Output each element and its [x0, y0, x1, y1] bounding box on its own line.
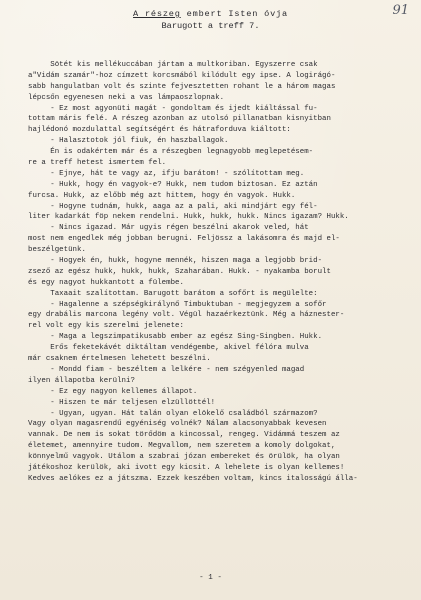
text-line: - Maga a legszimpatikusabb ember az egész Sing-Singben. Hukk.	[28, 333, 323, 342]
text-line: - Nincs igazad. Már ugyis régen beszélni akarok veled, hát	[28, 224, 309, 233]
text-line: - Hagalenne a szépségkirálynő Timbuktuban - megjegyzem a sofőr	[28, 300, 327, 309]
text-line: - Halasztotok jól fiuk, én haszballagok.	[28, 137, 229, 146]
text-line: könnyelmű vagyok. Utálom a szabrai józan embereket és örülök, ha olyan	[28, 453, 340, 462]
text-line: Sötét kis mellékuccában jártam a multkoriban. Egyszerre csak	[28, 61, 318, 69]
text-line: - Hukk, hogy én vagyok-e? Hukk, nem tudom biztosan. Ez aztán	[28, 180, 318, 189]
text-line: vannak. De nem is sokat törődöm a kincossal, rengeg. Vidámmá teszem az	[28, 431, 340, 440]
text-line: - Ejnye, hát te vagy az, ifju barátom! - szólítottam meg.	[28, 169, 305, 178]
text-line: most nem engedlek még jobban berugni. Feljössz a lakásomra és majd el-	[28, 235, 340, 244]
text-line: ilyen állapotba kerülni?	[28, 376, 135, 385]
text-line: Én is odakértem már és a részegben legnagyobb meglepetésem-	[28, 148, 314, 157]
document-body	[28, 60, 413, 485]
text-line: liter kadarkát föp nekem rendelni. Hukk, hukk, hukk. Nincs igazam? Hukk.	[28, 213, 349, 222]
text-line: a"Vidám szamár"-hoz címzett korcsmából kilódult egy ipse. A logirágó-	[28, 71, 336, 80]
document-title	[0, 8, 421, 20]
footer-page-number: - 1 -	[199, 574, 222, 582]
text-line: hajlédonó mozdulattal segítségért és hátraforduva kiáltott:	[28, 126, 291, 135]
text-line: - Mondd fiam - beszéltem a lelkére - nem szégyenled magad	[28, 365, 305, 374]
text-line: Erős feketekávét diktáltam vendégembe, akivel félóra mulva	[28, 344, 309, 353]
text-line: - Hiszen te már teljesen elzüllöttél!	[28, 398, 216, 407]
text-line: tottam máris felé. A részeg azonban az utolsó pillanatban kisnyitban	[28, 115, 331, 124]
document-title-rest: embert Isten óvja	[180, 9, 288, 19]
text-line: rel volt egy kis szerelmi jelenete:	[28, 322, 184, 331]
text-line: Taxaait szalítottam. Barugott barátom a sofőrt is megülelte:	[28, 289, 318, 298]
text-line: és egy nagyot hukkantott a fülembe.	[28, 278, 184, 287]
handwritten-page-number: 91	[392, 3, 409, 18]
text-line: életemet, amennyire tudom. Megvallom, nem szeretem a komoly dolgokat,	[28, 442, 336, 451]
text-line: zsező az egész hukk, hukk, hukk, Szaharában. Hukk. - nyakamba borult	[28, 267, 331, 276]
text-line: - Ez most agyonüti magát - gondoltam és ijedt kiáltással fu-	[28, 104, 318, 113]
text-line: lépcsőn egyenesen neki a vas lámpaoszlopnak.	[28, 93, 225, 102]
document-title-underlined: A részeg	[133, 9, 181, 19]
text-line: - Hogyne tudnám, hukk, aaga az a pali, aki mindjárt egy fél-	[28, 202, 318, 211]
text-line: sabb hangulatban volt és szinte fejvesztetten rohant le a három magas	[28, 82, 336, 91]
document-subtitle: Barugott a treff 7.	[161, 21, 260, 31]
text-line: - Hogyek én, hukk, hogyne mennék, hiszen maga a legjobb brid-	[28, 257, 323, 266]
text-line: - Ez egy nagyon kellemes állapot.	[28, 387, 198, 396]
text-line: játékoshoz kerülök, aki ivott egy kicsit. A lehelete is olyan kellemes!	[28, 463, 345, 472]
text-line: már csaknem értelmesen lehetett beszélni.	[28, 355, 211, 364]
text-line: egy drabális marcona legény volt. Végül hazaérkeztünk. Még a háznester-	[28, 311, 345, 320]
text-line: Kedves aelókes ez a játszma. Ezzek keszében voltam, kincs italosságú álla-	[28, 474, 358, 483]
text-line: beszélgetünk.	[28, 246, 86, 255]
text-line: re a treff hetest ismertem fel.	[28, 159, 167, 168]
text-line: furcsa. Hukk, az előbb még azt hittem, hogy én vagyok. Hukk.	[28, 191, 296, 200]
text-line: - Ugyan, ugyan. Hát talán olyan elökelő családból származom?	[28, 409, 318, 418]
text-line: Vagy olyan magasrendű egyéniség volnék? Nálam alacsonyabbak kevesen	[28, 420, 327, 429]
document-header	[0, 8, 421, 32]
